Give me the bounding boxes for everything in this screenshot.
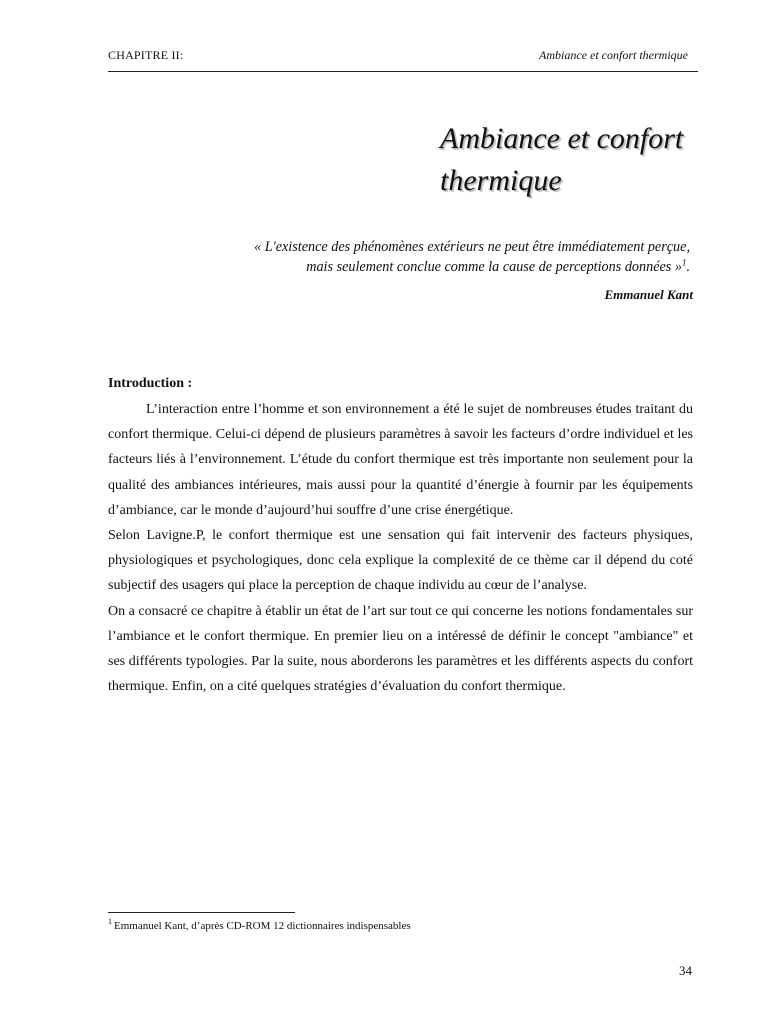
- introduction-paragraph-3: On a consacré ce chapitre à établir un état de l’art sur tout ce qui concerne les notions fondamentales sur l’ambiance et le confort thermique. En premier lieu on a intéressé de définir le concept "ambiance" et ses différents typologies. Par la suite, nous aborderons les paramètres et les différents aspects du confort thermique. Enfin, on a cité quelques stratégies d’évaluation du confort thermique.: [108, 603, 693, 695]
- introduction-paragraph-1: L’interaction entre l’homme et son environnement a été le sujet de nombreuses études traitant du confort thermique. Celui-ci dépend de plusieurs paramètres à savoir les facteurs d’ordre individuel et les facteurs liés à l’environnement. L’étude du confort thermique est très importante non seulement pour la qualité des ambiances intérieures, mais aussi pour la quantité d’énergie à fournir par les équipements d’ambiance, car le monde d’aujourd’hui souffre d’une crise énergétique.: [108, 402, 693, 518]
- introduction-heading: Introduction :: [108, 376, 193, 391]
- epigraph-trailing-period: .: [686, 259, 690, 275]
- footnote-separator: [108, 912, 295, 913]
- running-title: Ambiance et confort thermique: [539, 48, 688, 62]
- epigraph-author: Emmanuel Kant: [604, 287, 693, 302]
- chapter-title-line-1: Ambiance et confort: [440, 122, 684, 155]
- epigraph-line-2: [170, 257, 690, 277]
- page-header: [108, 47, 698, 72]
- epigraph-footnote-ref[interactable]: 1: [681, 257, 687, 268]
- introduction-paragraph-2: Selon Lavigne.P, le confort thermique est une sensation qui fait intervenir des facteurs physiques, physiologiques et psychologiques, donc cela explique la complexité de ce thème car il dépend du coté subjectif des usagers qui place la perception de chaque individu au cœur de l’analyse.: [108, 528, 693, 594]
- introduction-body: [108, 397, 693, 699]
- footnote-number: 1: [108, 917, 112, 927]
- page-number: 34: [679, 963, 692, 978]
- epigraph-line-1: « L'existence des phénomènes extérieurs ne peut être immédiatement perçue,: [254, 239, 690, 255]
- chapter-title: [440, 118, 730, 202]
- footnote-text: Emmanuel Kant, d’après CD-ROM 12 dictionnaires indispensables: [114, 920, 411, 932]
- chapter-label: CHAPITRE II:: [108, 48, 184, 62]
- chapter-title-line-2: thermique: [440, 164, 562, 197]
- footnote: [108, 918, 411, 934]
- epigraph-line-2-text: mais seulement conclue comme la cause de perceptions données »: [306, 259, 682, 275]
- epigraph-quote: [170, 237, 690, 277]
